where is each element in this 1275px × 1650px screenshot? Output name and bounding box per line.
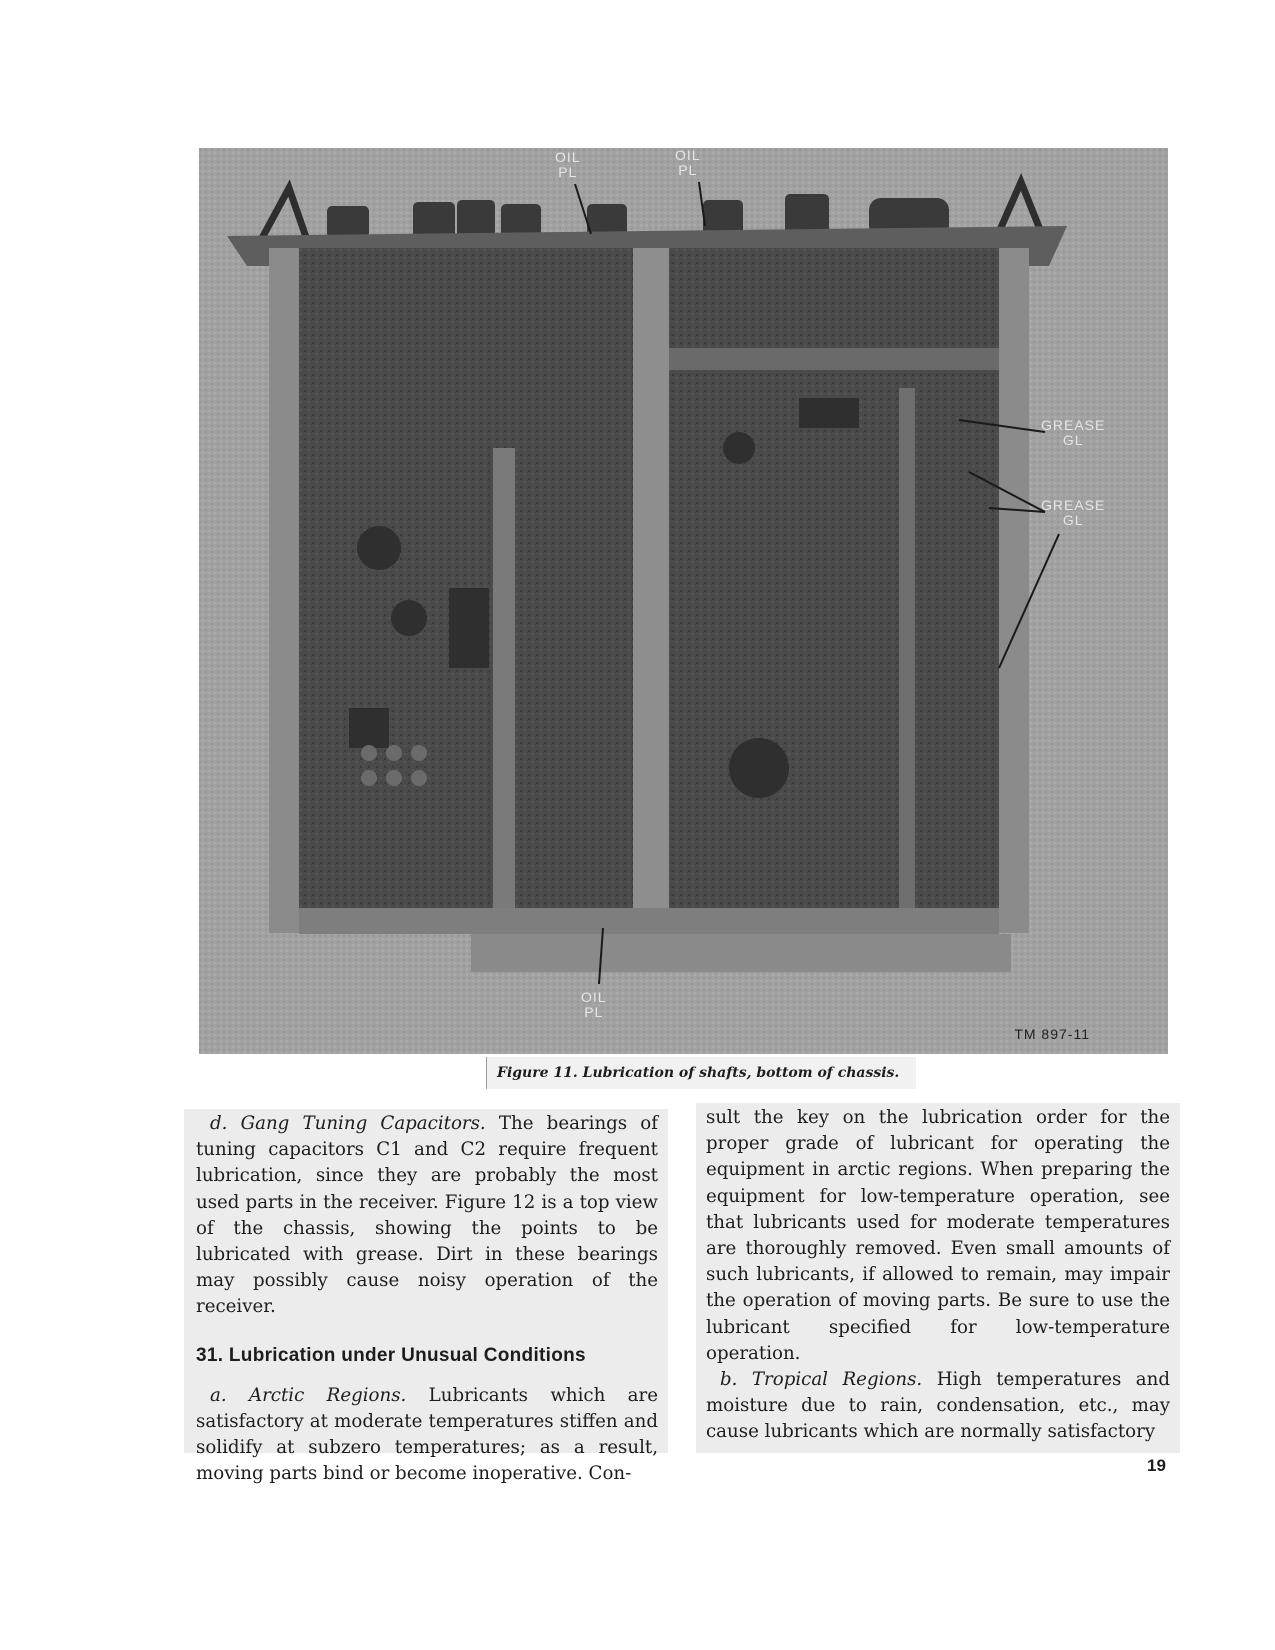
paragraph-tropical-regions	[706, 1367, 1170, 1446]
paragraph-label: a. Arctic Regions.	[210, 1384, 407, 1406]
right-text-column	[696, 1103, 1180, 1453]
paragraph-arctic-regions	[196, 1383, 658, 1488]
chassis-illustration	[199, 148, 1168, 1054]
oil-pl-callout-bottom: OIL PL	[581, 989, 607, 1020]
figure-caption: Figure 11. Lubrication of shafts, bottom of chassis.	[486, 1057, 916, 1089]
page-number: 19	[1147, 1456, 1166, 1475]
paragraph-text: High temperatures and moisture due to rain, condensation, etc., may cause lubricants which are normally satisfactory	[706, 1369, 1170, 1443]
section-heading: 31. Lubrication under Unusual Conditions	[196, 1344, 586, 1366]
oil-pl-callout-right: OIL PL	[675, 148, 701, 178]
grease-gl-callout-lower: GREASE GL	[1041, 497, 1106, 528]
paragraph-gang-tuning-capacitors	[196, 1111, 658, 1321]
paragraph-text: Lubricants which are satisfactory at moderate temperatures stiffen and solidify at subzero temperatures; as a result, moving parts bind or become inoperative. Con-	[196, 1384, 658, 1485]
oil-pl-callout-left: OIL PL	[555, 149, 581, 180]
paragraph-text: The bearings of tuning capacitors C1 and C2 require frequent lubrication, since they are probably the most used parts in the receiver. Figure 12 is a top view of the chassis, showing the points to be lubricated with grease. Dirt in these bearings may possibly cause noisy operation of the receiver.	[196, 1113, 658, 1318]
left-text-column	[184, 1109, 668, 1485]
figure-reference-code: TM 897-11	[1014, 1026, 1090, 1042]
grease-gl-callout-upper: GREASE GL	[1041, 417, 1106, 448]
chassis-photo	[199, 148, 1168, 1054]
paragraph-label: d. Gang Tuning Capacitors.	[210, 1113, 486, 1134]
paragraph-arctic-continued: sult the key on the lubrication order for the proper grade of lubricant for operating the equipment in arctic regions. When preparing the equipment for low-temperature operation, see that lubricants used for moderate temperatures are thoroughly removed. Even small amounts of such lubricants, if allowed to remain, may impair the operation of moving parts. Be sure to use the lubricant specified for low-temperature operation.	[706, 1107, 1170, 1364]
paragraph-label: b. Tropical Regions.	[720, 1369, 923, 1391]
